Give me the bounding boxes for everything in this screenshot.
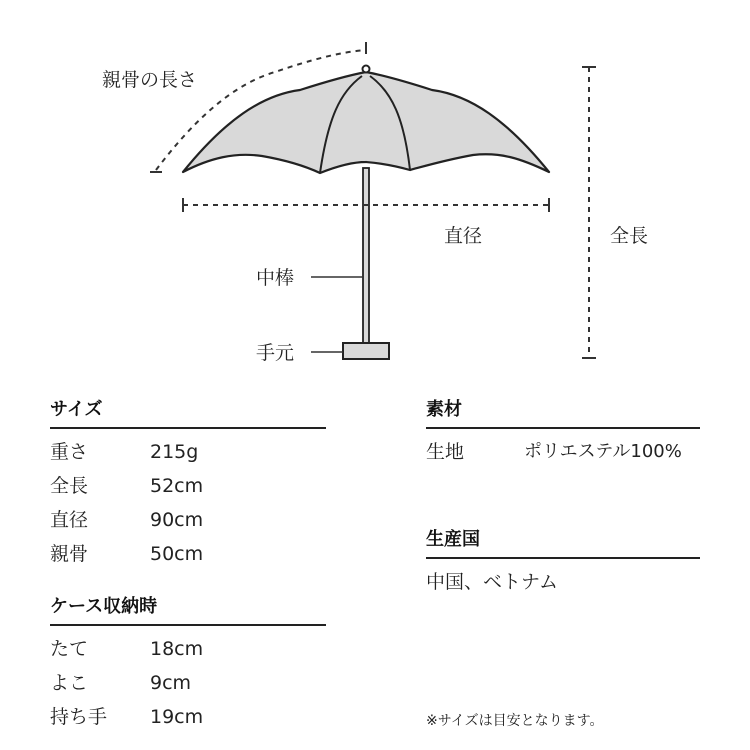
case-row-width <box>50 666 326 700</box>
origin-value: 中国、ベトナム <box>426 571 559 593</box>
material-section-title: 素材 <box>426 396 700 429</box>
size-note: ※サイズは目安となります。 <box>426 713 604 729</box>
diameter-label: 直径 <box>444 225 483 247</box>
material-row-fabric <box>426 435 700 469</box>
size-row-weight <box>50 435 326 469</box>
spec-value: 18cm <box>150 638 204 660</box>
total-length-label: 全長 <box>610 225 649 247</box>
origin-section <box>426 526 700 599</box>
spec-value: 19cm <box>150 706 204 728</box>
spec-value: 90cm <box>150 509 204 531</box>
size-section <box>50 396 326 571</box>
material-section <box>426 396 700 469</box>
umbrella-canopy <box>183 72 549 173</box>
spec-value: 9cm <box>150 672 192 694</box>
spec-key: よこ <box>50 672 89 694</box>
umbrella-handle <box>343 343 389 359</box>
origin-row <box>426 565 700 599</box>
size-row-rib <box>50 537 326 571</box>
spec-key: 持ち手 <box>50 706 108 728</box>
shaft-label: 中棒 <box>256 267 295 289</box>
spec-key: 全長 <box>50 475 89 497</box>
handle-label: 手元 <box>256 342 295 364</box>
case-section <box>50 593 326 734</box>
size-row-diameter <box>50 503 326 537</box>
spec-key: 生地 <box>426 441 465 463</box>
spec-value: ポリエステル100% <box>524 441 682 462</box>
umbrella-tip <box>363 66 370 73</box>
case-row-handle <box>50 700 326 734</box>
spec-key: 親骨 <box>50 543 89 565</box>
spec-value: 50cm <box>150 543 204 565</box>
size-row-total-length <box>50 469 326 503</box>
spec-value: 52cm <box>150 475 204 497</box>
case-section-title: ケース収納時 <box>50 593 326 626</box>
spec-key: 直径 <box>50 509 89 531</box>
spec-key: たて <box>50 638 89 660</box>
origin-section-title: 生産国 <box>426 526 700 559</box>
case-row-height <box>50 632 326 666</box>
size-section-title: サイズ <box>50 396 326 429</box>
spec-value: 215g <box>150 441 199 463</box>
rib-length-label: 親骨の長さ <box>102 69 198 91</box>
umbrella-shaft <box>363 168 369 344</box>
spec-key: 重さ <box>50 441 89 463</box>
